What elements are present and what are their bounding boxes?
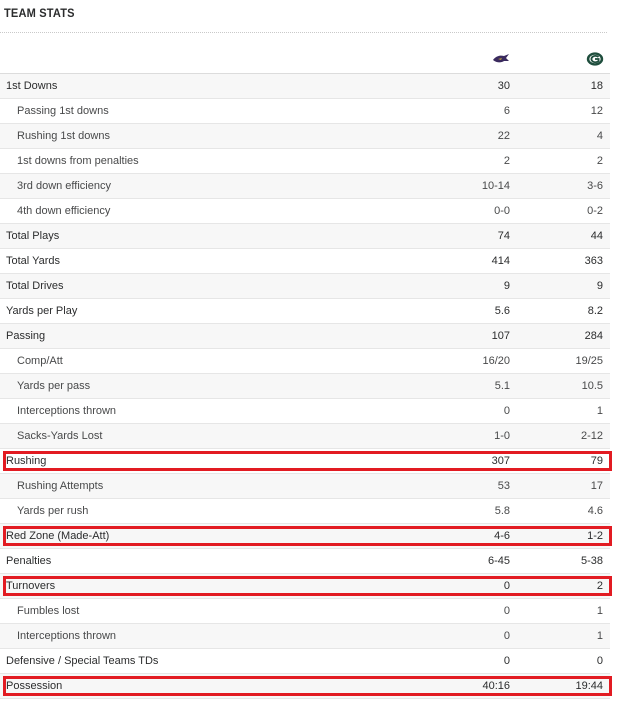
stat-row: [0, 549, 610, 574]
away-team-value: 0-0: [494, 205, 510, 217]
stat-label: Passing 1st downs: [17, 105, 109, 117]
home-team-value: 12: [590, 105, 603, 117]
home-team-value: 1-2: [587, 530, 603, 542]
stat-row: [0, 374, 610, 399]
stat-label: Yards per rush: [17, 505, 89, 517]
title-divider: [0, 32, 607, 33]
stat-label: Interceptions thrown: [17, 630, 117, 642]
stat-row: [0, 224, 610, 249]
team-stats-table: [0, 74, 610, 699]
stat-row: [0, 74, 610, 99]
away-team-value: 74: [497, 230, 510, 242]
stat-label: Rushing 1st downs: [17, 130, 110, 142]
away-team-value: 107: [491, 330, 510, 342]
away-team-value: 5.1: [494, 380, 510, 392]
home-team-value: 17: [590, 480, 603, 492]
away-team-value: 30: [497, 80, 510, 92]
stat-label: Interceptions thrown: [17, 405, 117, 417]
home-team-value: 284: [584, 330, 603, 342]
packers-logo-icon: [586, 51, 604, 67]
stat-row: [0, 674, 610, 699]
stat-row: [0, 249, 610, 274]
stat-row: [0, 449, 610, 474]
home-team-value: 5-38: [580, 555, 603, 567]
home-team-value: 79: [590, 455, 603, 467]
away-team-value: 0: [503, 605, 510, 617]
stat-row: [0, 274, 610, 299]
away-team-value: 5.6: [494, 305, 510, 317]
away-team-value: 6-45: [487, 555, 510, 567]
away-team-value: 5.8: [494, 505, 510, 517]
stat-label: Yards per Play: [6, 305, 78, 317]
home-team-value: 4.6: [587, 505, 603, 517]
away-team-value: 53: [497, 480, 510, 492]
stat-row: [0, 324, 610, 349]
away-team-value: 2: [503, 155, 510, 167]
stat-label: Total Plays: [6, 230, 60, 242]
home-team-value: 0-2: [587, 205, 603, 217]
away-team-value: 307: [491, 455, 510, 467]
away-team-value: 0: [503, 580, 510, 592]
stat-label: Rushing: [6, 455, 47, 467]
stat-label: Turnovers: [6, 580, 56, 592]
home-team-value: 19:44: [575, 680, 603, 692]
stat-row: [0, 524, 610, 549]
section-title: TEAM STATS: [4, 6, 75, 20]
stat-row: [0, 349, 610, 374]
away-team-value: 1-0: [494, 430, 510, 442]
stat-label: Comp/Att: [17, 355, 63, 367]
away-team-value: 6: [503, 105, 510, 117]
stat-row: [0, 149, 610, 174]
home-team-value: 1: [596, 605, 603, 617]
home-team-value: 0: [596, 655, 603, 667]
stat-label: Yards per pass: [17, 380, 91, 392]
away-team-value: 40:16: [482, 680, 510, 692]
stat-label: Possession: [6, 680, 63, 692]
home-team-value: 363: [584, 255, 603, 267]
home-team-value: 10.5: [581, 380, 603, 392]
home-team-value: 8.2: [587, 305, 603, 317]
away-team-value: 22: [497, 130, 510, 142]
home-team-value: 44: [590, 230, 603, 242]
home-team-value: 2-12: [580, 430, 603, 442]
stat-label: Defensive / Special Teams TDs: [6, 655, 159, 667]
home-team-value: 9: [596, 280, 603, 292]
stat-row: [0, 299, 610, 324]
stat-label: Penalties: [6, 555, 52, 567]
stat-row: [0, 574, 610, 599]
stat-row: [0, 624, 610, 649]
stat-row: [0, 424, 610, 449]
stat-label: Total Drives: [6, 280, 64, 292]
team-header-row: [0, 48, 610, 74]
away-team-value: 0: [503, 405, 510, 417]
stat-label: 1st Downs: [6, 80, 58, 92]
home-team-value: 2: [596, 155, 603, 167]
home-team-value: 18: [590, 80, 603, 92]
away-team-value: 414: [491, 255, 510, 267]
stat-label: Sacks-Yards Lost: [17, 430, 103, 442]
stat-label: Red Zone (Made-Att): [6, 530, 110, 542]
stat-label: 1st downs from penalties: [17, 155, 139, 167]
stat-label: Fumbles lost: [17, 605, 80, 617]
stat-row: [0, 99, 610, 124]
away-team-value: 9: [503, 280, 510, 292]
home-team-value: 2: [596, 580, 603, 592]
stat-row: [0, 599, 610, 624]
home-team-value: 4: [596, 130, 603, 142]
home-team-value: 19/25: [575, 355, 603, 367]
stat-row: [0, 124, 610, 149]
ravens-logo-icon: [492, 51, 510, 67]
stat-row: [0, 174, 610, 199]
home-team-value: 1: [596, 405, 603, 417]
stat-row: [0, 649, 610, 674]
stat-row: [0, 499, 610, 524]
stat-row: [0, 199, 610, 224]
away-team-value: 0: [503, 630, 510, 642]
away-team-value: 10-14: [481, 180, 510, 192]
away-team-value: 0: [503, 655, 510, 667]
home-team-value: 1: [596, 630, 603, 642]
away-team-value: 4-6: [494, 530, 510, 542]
stat-label: 3rd down efficiency: [17, 180, 111, 192]
home-team-value: 3-6: [587, 180, 603, 192]
stat-label: Passing: [6, 330, 46, 342]
stat-row: [0, 474, 610, 499]
stat-label: 4th down efficiency: [17, 205, 111, 217]
stat-label: Total Yards: [6, 255, 61, 267]
away-team-value: 16/20: [482, 355, 510, 367]
stat-row: [0, 399, 610, 424]
stat-label: Rushing Attempts: [17, 480, 104, 492]
